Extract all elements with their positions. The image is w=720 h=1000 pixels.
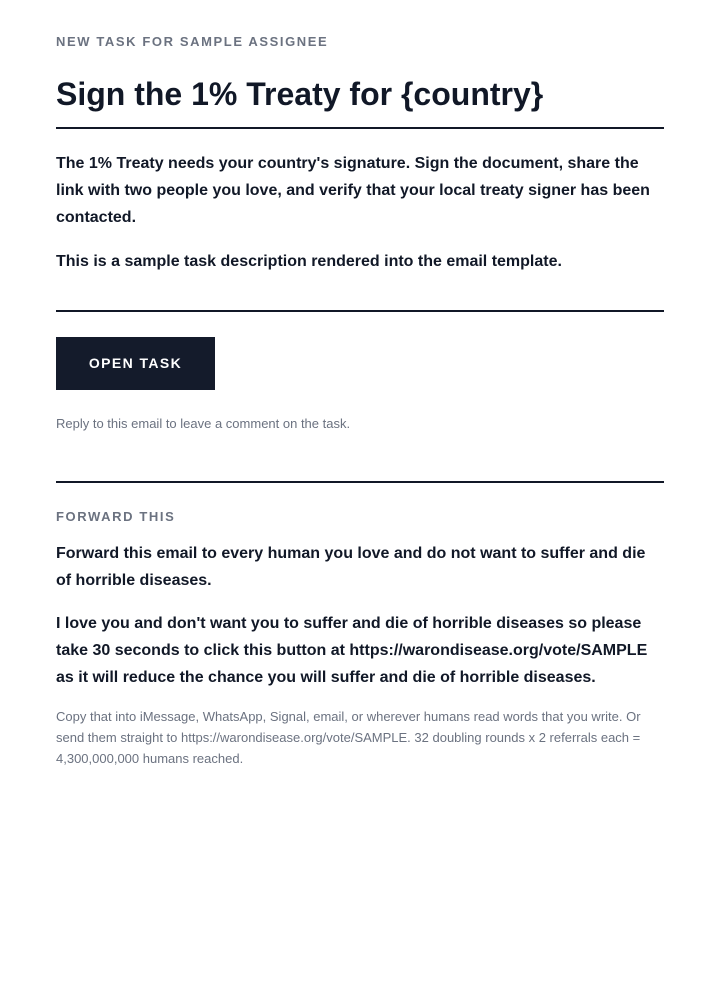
forward-message: I love you and don't want you to suffer and die of horrible diseases so please take 30 seconds to click this button at https://warondisease.org/vote/SAMPLE as it will reduce the chance you will suffer and die of horrible diseases. [56, 615, 648, 686]
task-eyebrow: NEW TASK FOR SAMPLE ASSIGNEE [56, 34, 329, 49]
forward-divider [56, 481, 664, 483]
forward-section-label: FORWARD THIS [56, 509, 176, 524]
forward-note: Copy that into iMessage, WhatsApp, Signal, email, or wherever humans read words that you write. Or send them straight to https://warondisease.org/vote/SAMPLE. 32 doubling rounds x 2 referrals each = 4,300,000,000 humans reached. [56, 709, 641, 766]
task-title: Sign the 1% Treaty for {country} [56, 76, 544, 112]
task-intro: The 1% Treaty needs your country's signature. Sign the document, share the link with two people you love, and verify that your local treaty signer has been contacted. [56, 155, 650, 226]
open-task-button[interactable]: OPEN TASK [56, 337, 215, 390]
title-divider [56, 127, 664, 129]
forward-heading: Forward this email to every human you love and do not want to suffer and die of horrible diseases. [56, 545, 646, 589]
task-description: This is a sample task description rendered into the email template. [56, 253, 562, 270]
reply-note: Reply to this email to leave a comment on the task. [56, 416, 351, 431]
description-divider [56, 310, 664, 312]
